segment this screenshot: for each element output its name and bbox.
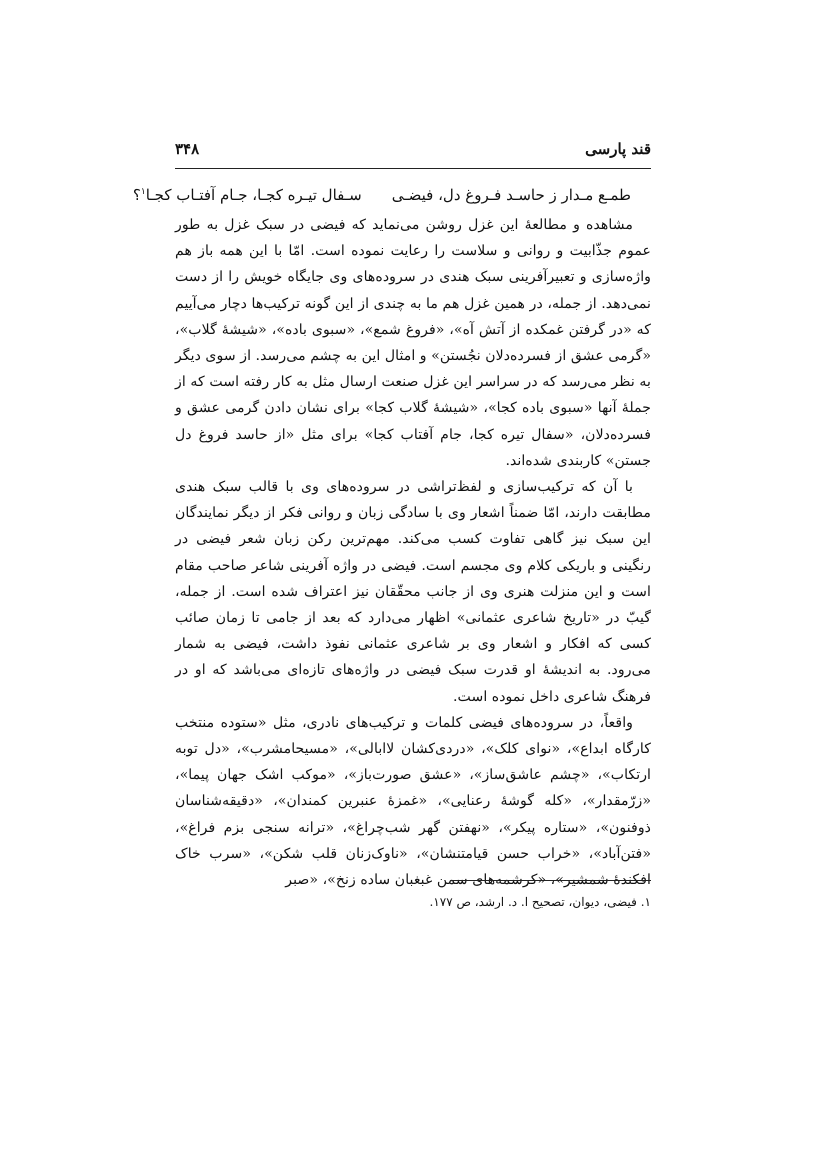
verse-hemistich-2-text: سـفال تیـره کجـا، جـام آفتـاب کجـا: [145, 186, 362, 204]
paragraph-3: واقعاً، در سروده‌های فیضی کلمات و ترکیب‌های نادری، مثل «ستوده منتخب کارگاه ابداع»، «نوای کلک»، «دردی‌کشان لاابالی»، «مسیحامشرب»، «دل توبه ارتکاب»، «چشم عاشق‌ساز»، «عشق صورت‌باز»، «موکب اشک جهان پیما»، «زرّمقدار»، «کله گوشهٔ رعنایی»، «غمزهٔ عنبرین کمندان»، «دقیقه‌شناسان ذوفنون»، «ستاره پیکر»، «نهفتن گهر شب‌چراغ»، «ترانه سنجی بزم فراغ»، «فتن‌آباد»، «خراب حسن قیامتنشان»، «ناوک‌زنان قلب شکن»، «سرب خاک افکندهٔ شمشیر»، «کرشمه‌های سمن غبغبان ساده زنخ»، «صبر: [175, 714, 651, 889]
footnote: ۱. فیضی، دیوان، تصحیح ا. د. ارشد، ص ۱۷۷.: [429, 895, 651, 909]
paragraph-1: مشاهده و مطالعهٔ این غزل روشن می‌نماید که فیضی در سبک غزل به طور عموم جذّابیت و روانی و سلاست را رعایت نموده است. امّا با این همه باز هم واژه‌سازی و تعبیرآفرینی سبک هندی در سروده‌های وی جایگاه خویش را از دست نمی‌دهد. از جمله، در همین غزل هم ما به چندی از این گونه ترکیب‌ها دچار می‌آییم که «در گرفتن غمکده از آتش آه»، «فروغ شمع»، «سبوی باده»، «شیشهٔ گلاب»، «گرمی عشق از فسرده‌دلان نجُستن» و امثال این به چشم می‌رسد. از سوی دیگر به نظر می‌رسد که در سراسر این غزل صنعت ارسال مثل به کار رفته است که از جملهٔ آنها «سبوی باده کجا»، «شیشهٔ گلاب کجا» برای نشان دادن گرمی عشق و فسرده‌دلان، «سفال تیره کجا، جام آفتاب کجا» برای مثل «از حاسد فروغ دل جستن» کاربندی شده‌اند.: [174, 217, 651, 469]
verse-hemistich-2: [133, 186, 362, 204]
poem-verse: [132, 186, 631, 204]
body-text: [175, 212, 651, 893]
footnote-divider: [451, 880, 651, 881]
paragraph-2: با آن که ترکیب‌سازی و لفظ‌تراشی در سروده‌های وی با قالب سبک هندی مطابقت دارند، امّا ضمناً اشعار وی با سادگی زبان و روانی فکر از دیگر نمایندگان این سبک نیز گاهی تفاوت کسب می‌کند. مهم‌ترین رکن زبان شعر فیضی در رنگینی و باریکی کلام وی مجسم است. فیضی در واژه آفرینی شاعر صاحب مقام است و این منزلت هنری وی از جانب محقّقان نیز اعتراف شده است. از جمله، گیبّ در «تاریخ شاعری عثمانی» اظهار می‌دارد که بعد از جامی تا زمان صائب کسی که افکار و اشعار وی بر شاعری عثمانی نفوذ داشت، فیضی به شمار می‌رود. به اندیشهٔ او قدرت سبک فیضی در واژه‌های تازه‌ای می‌باشد که او در فرهنگ شاعری داخل نموده است.: [175, 479, 651, 705]
footnote-marker: ۱: [140, 187, 146, 197]
verse-hemistich-1: طمـع مـدار ز حاسـد فـروغ دل، فیضـی: [391, 186, 631, 204]
header-divider: [175, 168, 651, 169]
page-number: ۳۴۸: [175, 140, 200, 158]
running-title: قند پارسی: [585, 140, 651, 158]
verse-end-mark: ؟: [132, 186, 141, 204]
